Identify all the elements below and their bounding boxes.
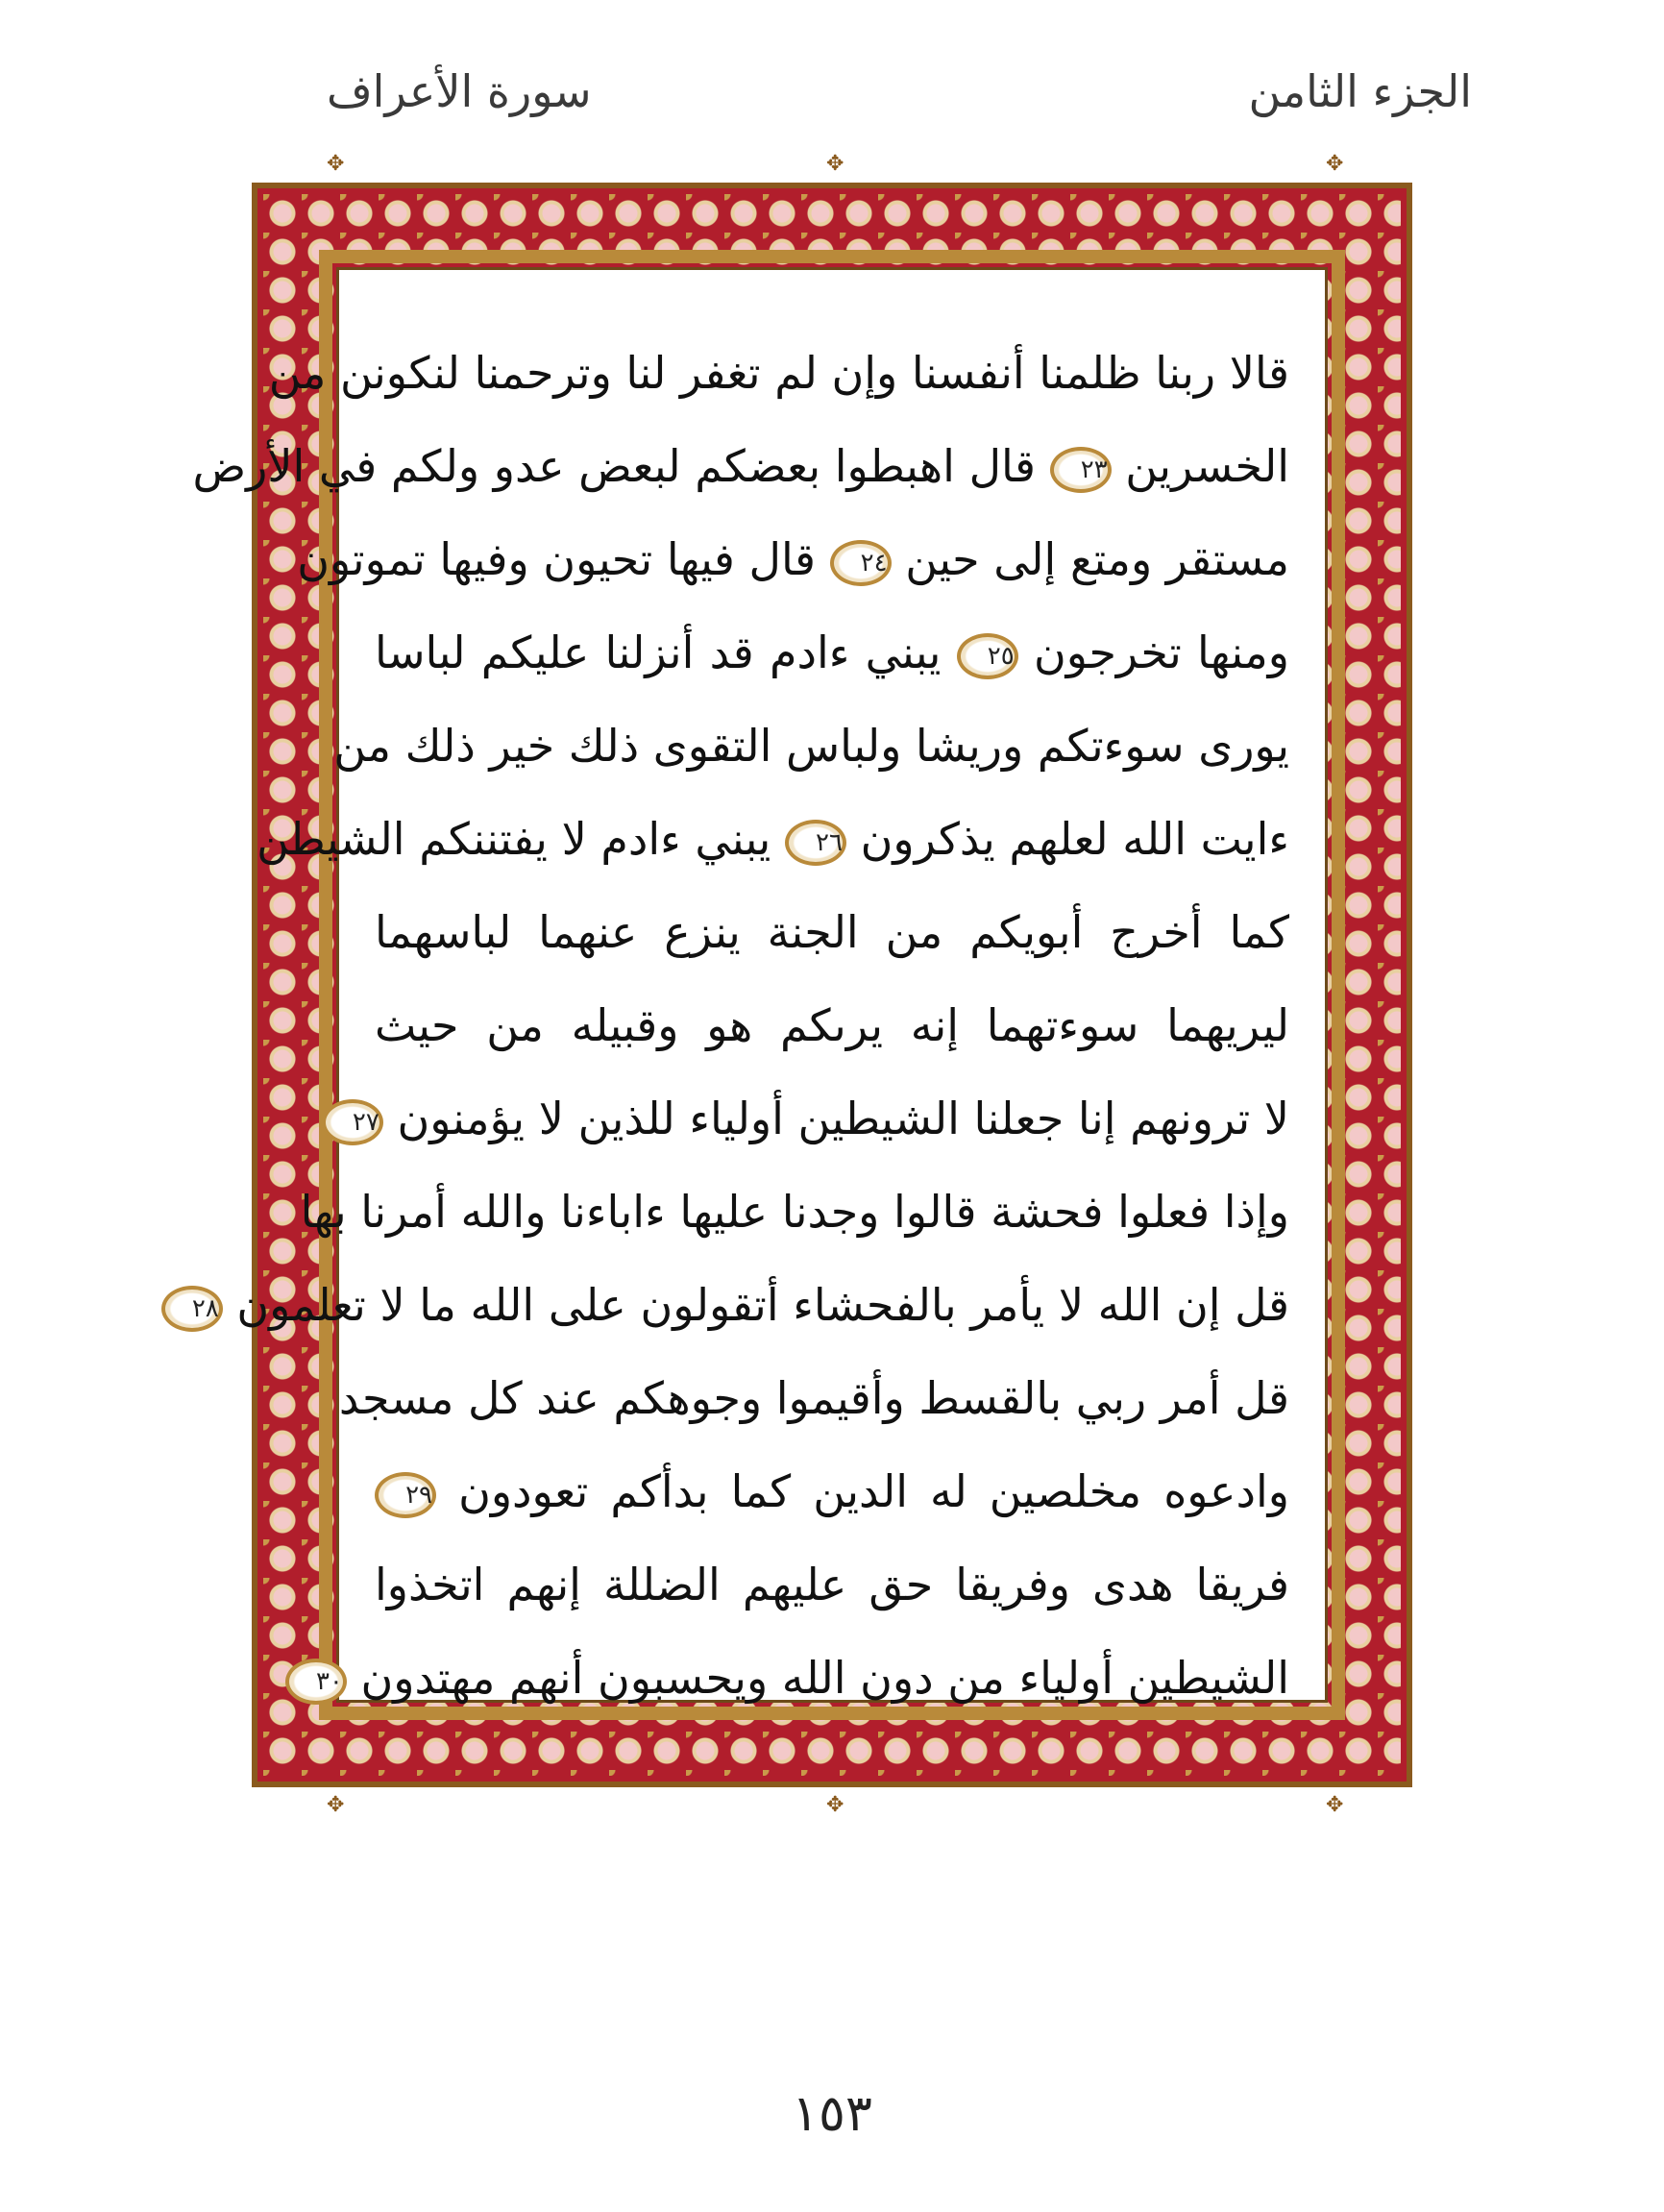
ayah-number-marker: ٢٧ bbox=[322, 1099, 383, 1145]
finial-icon: ✥ bbox=[1326, 152, 1344, 176]
ayah-number-marker: ٢٩ bbox=[375, 1472, 436, 1518]
verse-text: قال اهبطوا بعضكم لبعض عدو ولكم في الأرض bbox=[192, 440, 1037, 492]
verse-line bbox=[192, 420, 1289, 513]
verse-line bbox=[333, 700, 1289, 793]
verse-text: قال فيها تحيون وفيها تموتون bbox=[297, 533, 816, 585]
verse-line bbox=[257, 793, 1289, 886]
ayah-number-marker: ٢٣ bbox=[1050, 447, 1112, 493]
verse-line bbox=[268, 327, 1289, 420]
quran-text bbox=[191, 327, 1289, 1725]
verse-line bbox=[375, 979, 1289, 1072]
juz-title: الجزء الثامن bbox=[1248, 65, 1472, 117]
finial-icon: ✥ bbox=[826, 152, 844, 176]
verse-text: يورى سوءتكم وريشا ولباس التقوى ذلك خير ذلك من bbox=[333, 720, 1289, 772]
verse-line bbox=[375, 1445, 1289, 1538]
verse-line bbox=[338, 1352, 1289, 1445]
finial-icon: ✥ bbox=[1326, 1793, 1344, 1817]
verse-text: ومنها تخرجون bbox=[1033, 627, 1289, 678]
verse-text: الخسرين bbox=[1125, 440, 1289, 492]
verse-text: يبني ءادم لا يفتننكم الشيطن bbox=[257, 813, 771, 865]
verse-line bbox=[191, 1259, 1289, 1352]
verse-text: قل أمر ربي بالقسط وأقيموا وجوهكم عند كل مسجد bbox=[338, 1372, 1289, 1424]
page-number: ١٥٣ bbox=[792, 2085, 872, 2143]
verse-line bbox=[375, 1538, 1289, 1632]
verse-line bbox=[375, 606, 1289, 700]
verse-line bbox=[297, 513, 1289, 606]
verse-text: الشيطين أولياء من دون الله ويحسبون أنهم مهتدون bbox=[360, 1652, 1289, 1704]
ayah-number-marker: ٢٨ bbox=[161, 1286, 223, 1332]
verse-text: قل إن الله لا يأمر بالفحشاء أتقولون على الله ما لا تعلمون bbox=[236, 1279, 1289, 1331]
verse-text: ليريهما سوءتهما إنه يرىكم هو وقبيله من حيث bbox=[375, 999, 1289, 1051]
verse-text: يبني ءادم قد أنزلنا عليكم لباسا bbox=[375, 627, 942, 678]
verse-text: فريقا هدى وفريقا حق عليهم الضللة إنهم اتخذوا bbox=[375, 1559, 1289, 1610]
verse-line bbox=[300, 1166, 1289, 1259]
verse-text: وإذا فعلوا فحشة قالوا وجدنا عليها ءاباءنا والله أمرنا بها bbox=[300, 1186, 1289, 1238]
ayah-number-marker: ٢٦ bbox=[785, 820, 846, 866]
verse-line bbox=[375, 886, 1289, 979]
ayah-number-marker: ٣٠ bbox=[285, 1659, 347, 1705]
verse-line bbox=[352, 1072, 1289, 1166]
verse-line bbox=[315, 1632, 1289, 1725]
finial-icon: ✥ bbox=[826, 1793, 844, 1817]
surah-title: سورة الأعراف bbox=[327, 65, 592, 117]
verse-text: لا ترونهم إنا جعلنا الشيطين أولياء للذين لا يؤمنون bbox=[397, 1093, 1289, 1144]
ayah-number-marker: ٢٤ bbox=[830, 540, 892, 586]
verse-text: مستقر ومتع إلى حين bbox=[905, 533, 1289, 585]
verse-text: ءايت الله لعلهم يذكرون bbox=[860, 813, 1289, 865]
ayah-number-marker: ٢٥ bbox=[957, 633, 1018, 679]
verse-text: وادعوه مخلصين له الدين كما بدأكم تعودون bbox=[458, 1465, 1289, 1517]
verse-text: قالا ربنا ظلمنا أنفسنا وإن لم تغفر لنا وترحمنا لنكونن من bbox=[268, 347, 1289, 399]
verse-text: كما أخرج أبويكم من الجنة ينزع عنهما لباسهما bbox=[375, 906, 1289, 958]
finial-icon: ✥ bbox=[327, 1793, 345, 1817]
finial-icon: ✥ bbox=[327, 152, 345, 176]
